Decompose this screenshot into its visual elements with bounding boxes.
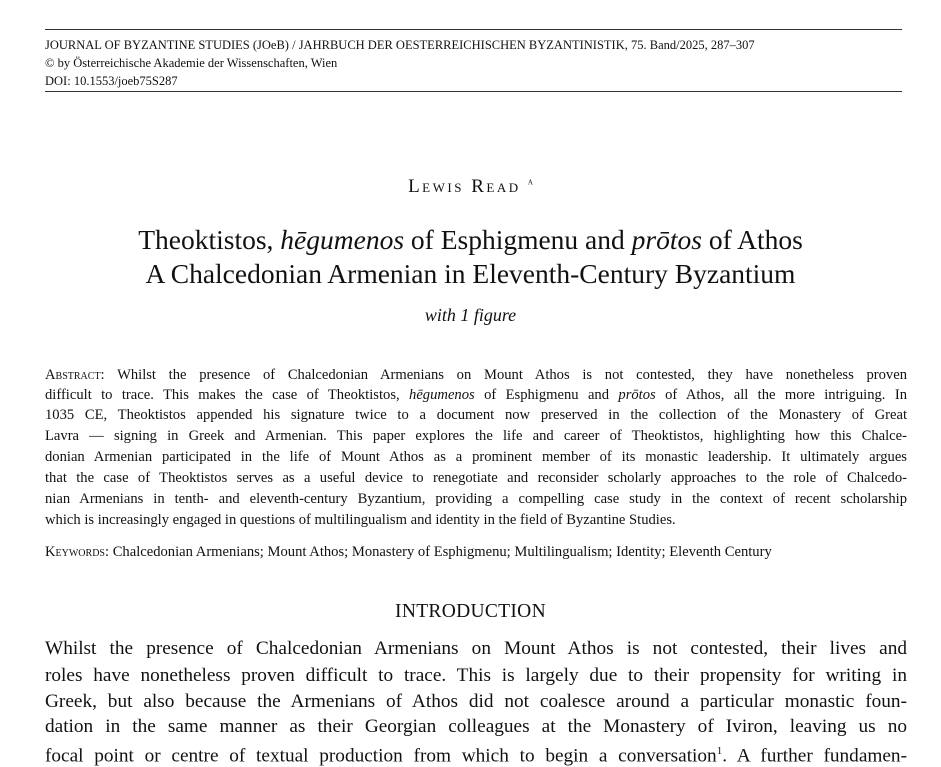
abstract-line-4: Lavra — signing in Greek and Armenian. This paper explores the life and career of Theoktistos, highlighting how this Chalce-	[45, 428, 907, 444]
copyright-notice: © by Österreichische Akademie der Wissenschaften, Wien	[45, 56, 338, 70]
abstract-italic: prōtos	[618, 387, 656, 403]
body-line-1: Whilst the presence of Chalcedonian Armenians on Mount Athos is not contested, their lives and	[45, 638, 907, 659]
abstract-line-7: nian Armenians in tenth- and eleventh-century Byzantium, providing a compelling case study in the context of recent scholarship	[45, 491, 907, 507]
abstract-text: of Esphigmenu and	[474, 387, 619, 403]
footnote-ref-1[interactable]: 1	[716, 745, 723, 757]
body-text: . A further fundamen-	[722, 745, 907, 767]
title-text: of Athos	[701, 224, 803, 255]
body-text: focal point or centre of textual production from which to begin a conversation	[45, 745, 717, 767]
title-text: Theoktistos,	[138, 224, 281, 255]
affiliation-mark: a	[527, 176, 533, 188]
header-top-rule	[45, 29, 902, 30]
abstract-text: of Athos, all the more intriguing. In	[655, 387, 907, 403]
body-line-3: Greek, but also because the Armenians of Athos did not coalesce around a particular monastic foun-	[45, 691, 907, 712]
abstract-text: Whilst the presence of Chalcedonian Armenians on Mount Athos is not contested, they have nonetheless proven	[117, 367, 908, 383]
paper-title-line-1	[0, 224, 941, 256]
header-bottom-rule	[45, 91, 902, 92]
section-heading-introduction: INTRODUCTION	[395, 601, 546, 622]
paper-subtitle: A Chalcedonian Armenian in Eleventh-Century Byzantium	[145, 258, 796, 289]
abstract-text: difficult to trace. This makes the case of Theoktistos,	[45, 387, 410, 403]
body-line-4: dation in the same manner as their Georgian colleagues at the Monastery of Iviron, leaving us no	[45, 716, 907, 737]
abstract-label: Abstract:	[45, 367, 105, 383]
title-italic-protos: prōtos	[631, 224, 702, 255]
body-line-5	[45, 740, 907, 767]
author-name	[0, 176, 941, 198]
keywords-label: Keywords:	[45, 544, 110, 560]
abstract-line-8: which is increasingly engaged in questions of multilingualism and identity in the field of Byzantine Studies.	[45, 512, 676, 528]
doi: DOI: 10.1553/joeb75S287	[45, 74, 178, 88]
abstract-line-3: 1035 CE, Theoktistos appended his signature twice to a document now preserved in the collection of the Monastery of Great	[45, 407, 907, 423]
body-line-2: roles have nonetheless proven difficult to trace. This is largely due to their propensity for writing in	[45, 665, 907, 686]
abstract-line-5: donian Armenian participated in the life of Mount Athos as a prominent member of its monastic leadership. It ultimately argues	[45, 449, 907, 465]
title-italic-hegumenos: hēgumenos	[280, 224, 405, 255]
title-text: of Esphigmenu and	[404, 224, 632, 255]
keywords-text: Chalcedonian Armenians; Mount Athos; Monastery of Esphigmenu; Multilingualism; Identity; Eleventh Century	[109, 544, 772, 560]
abstract-line-6: that the case of Theoktistos serves as a useful device to renegotiate and reconsider scholarly approaches to the role of Chalcedo-	[45, 470, 907, 486]
journal-citation: JOURNAL OF BYZANTINE STUDIES (JOeB) / JAHRBUCH DER OESTERREICHISCHEN BYZANTINISTIK, 75. Band/2025, 287–307	[45, 38, 755, 52]
abstract-line-1	[45, 366, 907, 385]
author-name-text: Lewis Read	[408, 176, 521, 197]
keywords	[45, 544, 772, 561]
figure-count-note: with 1 figure	[424, 305, 517, 325]
abstract-italic: hēgumenos	[409, 387, 475, 403]
abstract-line-2	[45, 386, 907, 405]
